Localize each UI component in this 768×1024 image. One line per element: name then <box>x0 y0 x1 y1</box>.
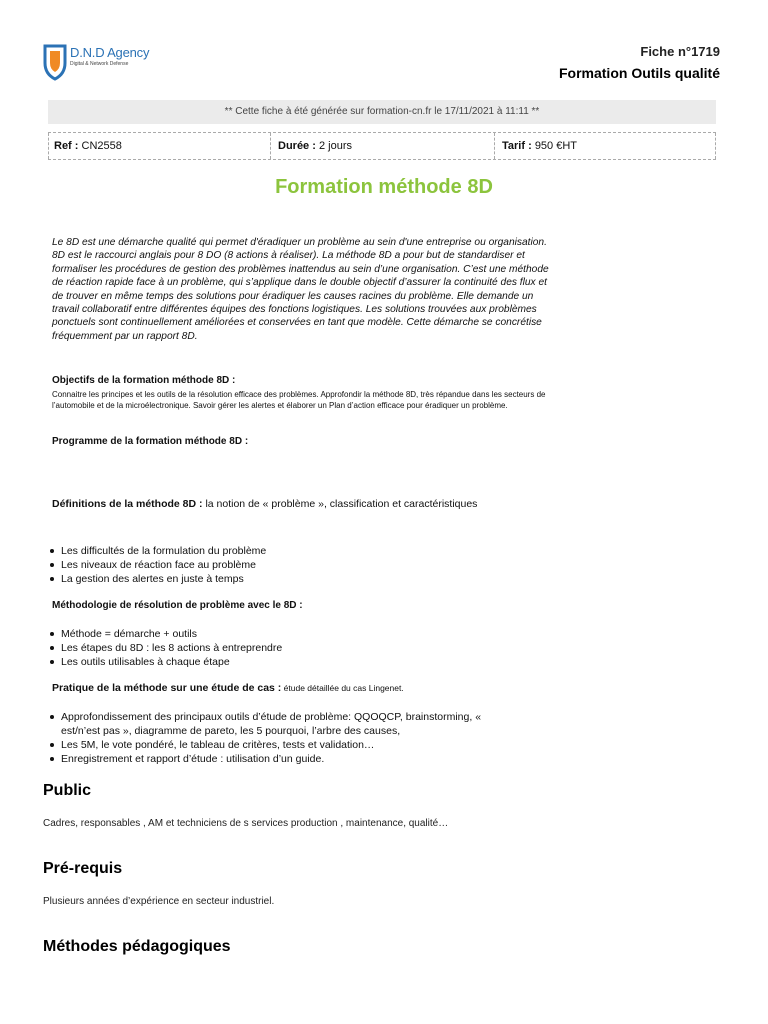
fiche-number: Fiche n°1719 <box>640 44 720 59</box>
public-heading: Public <box>43 782 92 799</box>
list-item: Les outils utilisables à chaque étape <box>48 655 282 669</box>
pratique-text: étude détaillée du cas Lingenet. <box>281 683 404 693</box>
list-item: Les 5M, le vote pondéré, le tableau de critères, tests et validation… <box>48 738 518 752</box>
list-item: Les difficultés de la formulation du problème <box>48 544 266 558</box>
tarif-label: Tarif : <box>502 140 532 152</box>
ref-value: CN2558 <box>81 140 122 152</box>
pratique-label: Pratique de la méthode sur une étude de cas : <box>52 682 282 694</box>
methodes-heading: Méthodes pédagogiques <box>43 938 231 955</box>
fiche-title: Formation Outils qualité <box>558 65 720 81</box>
generated-note: ** Cette fiche à été générée sur formation-cn.fr le 17/11/2021 à 11:11 ** <box>48 100 716 124</box>
duree-label: Durée : <box>278 140 316 152</box>
definitions-paragraph <box>52 498 477 510</box>
list-item: Approfondissement des principaux outils d’étude de problème: QQOQCP, brainstorming, « est/n’est pas », diagramme de pareto, les 5 pourquoi, l’arbre des causes, <box>48 710 518 738</box>
list-item: Enregistrement et rapport d’étude : utilisation d’un guide. <box>48 752 518 766</box>
methodologie-heading: Méthodologie de résolution de problème avec le 8D : <box>52 600 303 611</box>
list-item: Méthode = démarche + outils <box>48 627 282 641</box>
definitions-label: Définitions de la méthode 8D : <box>52 498 203 510</box>
intro-paragraph: Le 8D est une démarche qualité qui permet d'éradiquer un problème au sein d'une entreprise ou organisation. 8D est le raccourci anglais pour 8 DO (8 actions à réaliser). La méthode 8D a pour but de standardiser et formaliser les procédures de gestion des problèmes inattendus au sein d’une organisation. C’est une méthode de réaction rapide face à un problème, qui s’applique dans le double objectif d’assurer la continuité des flux et de trouver en même temps des solutions pour éradiquer les causes racines du problème. Elle demande un travail collaboratif entre différentes équipes des fonctions logistiques. Les solutions trouvées aux problèmes ponctuels sont continuellement améliorées et conservées en tant que modèle. Cette démarche se concrétise fréquemment par un rapport 8D. <box>52 237 549 342</box>
pratique-list <box>48 710 518 766</box>
shield-logo-icon <box>42 43 68 81</box>
list-item: Les niveaux de réaction face au problème <box>48 558 266 572</box>
tarif-value: 950 €HT <box>534 140 578 152</box>
objectifs-text: Connaitre les principes et les outils de la résolution efficace des problèmes. Approfondir la méthode 8D, très répandue dans les secteurs de l’automobile et de la microélectronique. Savoir gérer les alertes et élaborer un Plan d’action efficace pour éradiquer un problème. <box>52 390 546 410</box>
duree-value: 2 jours <box>318 140 352 152</box>
programme-heading: Programme de la formation méthode 8D : <box>52 436 249 447</box>
prerequis-text: Plusieurs années d’expérience en secteur industriel. <box>43 896 275 907</box>
definitions-text: la notion de « problème », classification et caractéristiques <box>202 498 478 510</box>
ref-cell <box>48 133 122 159</box>
ref-label: Ref : <box>54 140 79 152</box>
list-item: Les étapes du 8D : les 8 actions à entreprendre <box>48 641 282 655</box>
pratique-paragraph <box>52 682 404 694</box>
duree-cell <box>272 133 352 159</box>
page-title: Formation méthode 8D <box>275 176 493 198</box>
prerequis-heading: Pré-requis <box>43 860 123 877</box>
tarif-cell <box>496 133 577 159</box>
company-logo <box>42 43 150 83</box>
list-item: La gestion des alertes en juste à temps <box>48 572 266 586</box>
definitions-list <box>48 544 266 586</box>
info-row <box>48 132 716 160</box>
logo-tagline: Digital & Network Defense <box>70 61 129 67</box>
objectifs-heading: Objectifs de la formation méthode 8D : <box>52 375 236 386</box>
logo-name: D.N.D Agency <box>70 45 150 60</box>
methodologie-list <box>48 627 282 669</box>
public-text: Cadres, responsables , AM et techniciens de s services production , maintenance, qualité… <box>43 818 449 829</box>
